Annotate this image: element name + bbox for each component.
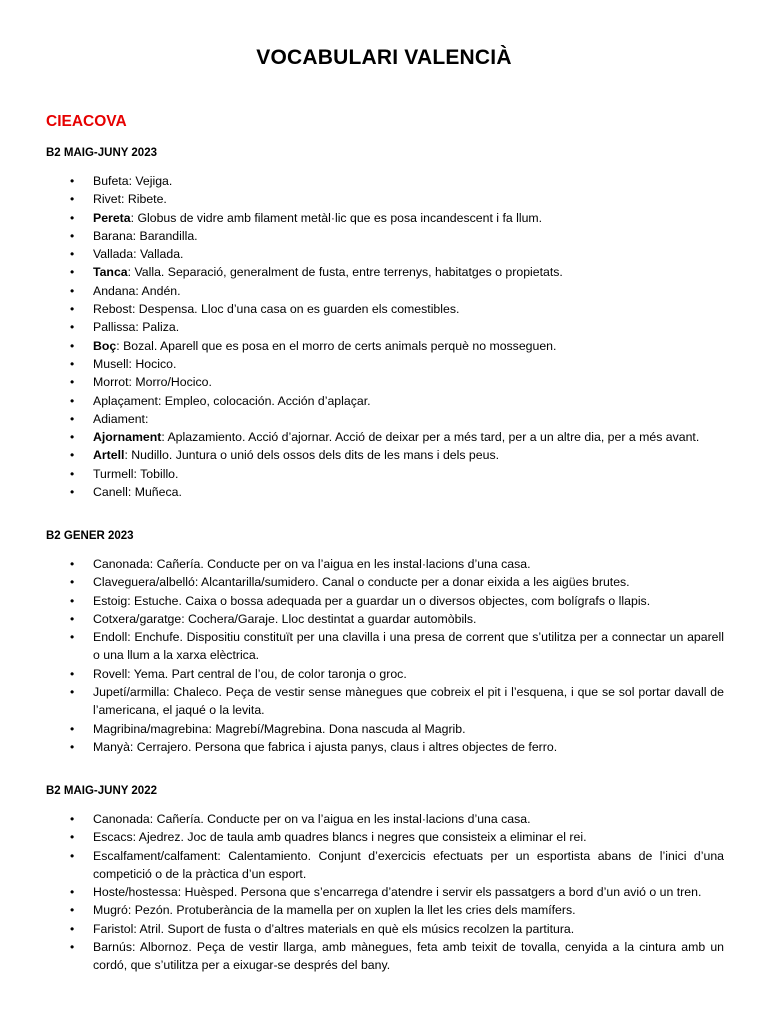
vocab-item [46, 355, 724, 373]
vocab-list [46, 555, 724, 756]
vocab-term: Boç [93, 338, 117, 353]
vocab-definition: : Cañería. Conducte per on va l’aigua en les instal·lacions d’una casa. [149, 812, 531, 826]
vocab-definition: : Chaleco. Peça de vestir sense mànegues que cobreix el pit i l’esquena, i que se sol portar davall de l’americana, el jaqué o la levita. [93, 685, 724, 718]
vocab-item [46, 628, 724, 665]
vocab-term: Rovell [93, 666, 128, 681]
vocab-term: Musell [93, 356, 129, 371]
vocab-term: Morrot [93, 375, 129, 390]
vocab-term: Vallada [93, 247, 134, 262]
vocab-item [46, 683, 724, 720]
vocab-definition: : Nudillo. Juntura o unió dels ossos dels dits de les mans i dels peus. [124, 448, 500, 463]
vocab-item [46, 263, 724, 281]
vocab-term: Adiament [93, 411, 145, 426]
vocab-definition: : Ribete. [121, 192, 167, 207]
vocab-term: Aplaçament [93, 393, 158, 408]
vocab-list [46, 172, 724, 501]
vocab-term: Canell [93, 485, 128, 500]
vocab-definition: : Aplazamiento. Acció d’ajornar. Acció de deixar per a més tard, per a un altre dia, per a més avant. [161, 430, 700, 445]
vocab-item [46, 828, 724, 846]
vocab-definition: : Valla. Separació, generalment de fusta, entre terrenys, habitatges o propietats. [127, 265, 563, 280]
vocab-term: Andana [93, 283, 136, 298]
vocab-item [46, 920, 724, 938]
vocab-item [46, 610, 724, 628]
vocab-term: Tanca [93, 265, 128, 280]
vocab-definition: : Despensa. Lloc d’una casa on es guarden els comestibles. [131, 302, 460, 317]
vocab-term: Estoig [93, 593, 128, 608]
vocab-term: Cotxera/garatge [93, 611, 182, 626]
vocab-term: Jupetí/armilla [93, 685, 167, 700]
vocab-definition: : Cerrajero. Persona que fabrica i ajusta panys, claus i altres objectes de ferro. [129, 739, 558, 754]
vocab-item [46, 300, 724, 318]
vocab-definition: : [144, 411, 149, 426]
vocab-definition: : Atril. Suport de fusta o d’altres materials en què els músics recolzen la partitura. [133, 921, 575, 936]
vocab-definition: : Muñeca. [127, 485, 182, 500]
vocab-definition: : Hocico. [128, 356, 177, 371]
vocab-item [46, 282, 724, 300]
vocab-definition: : Huèsped. Persona que s’encarrega d’atendre i servir els passatgers a bord d’un avió o un tren. [177, 885, 702, 900]
vocab-item [46, 373, 724, 391]
vocab-term: Mugró [93, 903, 128, 918]
vocab-item [46, 592, 724, 610]
vocab-definition: : Andén. [135, 283, 181, 298]
vocab-item [46, 883, 724, 901]
vocab-term: Escacs [93, 830, 133, 845]
vocab-definition: : Estuche. Caixa o bossa adequada per a guardar un o diversos objectes, com bolígrafs o llapis. [127, 593, 651, 608]
vocab-term: Manyà [93, 739, 130, 754]
vocab-term: Bufeta [93, 174, 129, 188]
vocab-term: Ajornament [93, 430, 162, 445]
vocab-term: Escalfament/calfament [93, 848, 218, 863]
vocab-term: Magribina/magrebina [93, 721, 209, 736]
vocab-definition: : Magrebí/Magrebina. Dona nascuda al Magrib. [208, 721, 466, 736]
vocab-definition: : Vallada. [133, 247, 184, 262]
vocab-definition: : Alcantarilla/sumidero. Canal o conducte per a donar eixida a les aigües brutes. [194, 575, 630, 590]
vocab-item [46, 573, 724, 591]
vocab-definition: : Cañería. Conducte per on va l’aigua en les instal·lacions d’una casa. [149, 557, 531, 571]
vocab-item [46, 720, 724, 738]
vocab-definition: : Ajedrez. Joc de taula amb quadres blancs i negres que consisteix a eliminar el rei. [132, 830, 587, 845]
document-title: VOCABULARI VALENCIÀ [256, 46, 512, 69]
vocab-item [46, 227, 724, 245]
vocab-definition: : Albornoz. Peça de vestir llarga, amb mànegues, feta amb teixit de tovalla, cenyida a la cintura amb un cordó, que s’utilitza per a eixugar-se després del bany. [93, 940, 724, 973]
section-heading: B2 MAIG-JUNY 2022 [46, 785, 157, 797]
section-heading: B2 GENER 2023 [46, 530, 134, 542]
vocab-item [46, 410, 724, 428]
vocab-item [46, 245, 724, 263]
vocab-term: Pallissa [93, 320, 136, 335]
vocab-item [46, 810, 724, 828]
vocab-item [46, 337, 724, 355]
vocab-item [46, 901, 724, 919]
vocab-term: Claveguera/albelló [93, 575, 195, 590]
vocab-definition: : Bozal. Aparell que es posa en el morro de certs animals perquè no mosseguen. [116, 338, 557, 353]
vocab-definition: : Pezón. Protuberància de la mamella per on xuplen la llet les cries dels mamífers. [127, 903, 576, 918]
vocab-term: Faristol [93, 921, 134, 936]
vocab-term: Barana [93, 228, 133, 243]
vocab-item [46, 483, 724, 501]
vocab-definition: : Tobillo. [133, 466, 179, 481]
vocab-term: Canonada [93, 557, 150, 571]
vocab-term: Artell [93, 448, 125, 463]
vocab-definition: : Globus de vidre amb filament metàl·lic que es posa incandescent i fa llum. [130, 210, 543, 225]
vocab-definition: : Enchufe. Dispositiu constituït per una clavilla i una presa de corrent que s’utilitza per a connectar un aparell o una llum a la xarxa elèctrica. [93, 630, 724, 663]
vocab-item [46, 465, 724, 483]
vocab-definition: : Barandilla. [132, 228, 198, 243]
vocab-term: Rivet [93, 192, 122, 207]
vocab-definition: : Empleo, colocación. Acción d’aplaçar. [157, 393, 371, 408]
vocab-item [46, 665, 724, 683]
vocab-definition: : Cochera/Garaje. Lloc destintat a guardar automòbils. [181, 611, 477, 626]
organization-name: CIEACOVA [46, 113, 127, 130]
vocab-item [46, 446, 724, 464]
vocab-term: Hoste/hostessa [93, 885, 178, 900]
vocab-item [46, 938, 724, 975]
vocab-item [46, 172, 724, 190]
vocab-term: Pereta [93, 210, 131, 225]
vocab-term: Barnús [93, 940, 132, 955]
section-heading: B2 MAIG-JUNY 2023 [46, 147, 157, 159]
vocab-item [46, 318, 724, 336]
vocab-definition: : Yema. Part central de l’ou, de color taronja o groc. [127, 666, 407, 681]
vocab-item [46, 428, 724, 446]
vocab-item [46, 190, 724, 208]
vocab-item [46, 738, 724, 756]
vocab-definition: : Calentamiento. Conjunt d’exercicis efectuats per un esportista abans de l’inici d’una competició o de la pràctica d’un esport. [93, 848, 724, 881]
vocab-item [46, 555, 724, 573]
vocab-definition: : Paliza. [135, 320, 180, 335]
vocab-item [46, 392, 724, 410]
vocab-definition: : Morro/Hocico. [128, 375, 212, 390]
vocab-term: Rebost [93, 302, 132, 317]
vocab-list [46, 810, 724, 975]
vocab-term: Endoll [93, 630, 128, 645]
vocab-term: Turmell [93, 466, 134, 481]
vocab-item [46, 847, 724, 884]
vocab-definition: : Vejiga. [128, 174, 173, 188]
vocab-term: Canonada [93, 812, 150, 826]
vocab-item [46, 209, 724, 227]
